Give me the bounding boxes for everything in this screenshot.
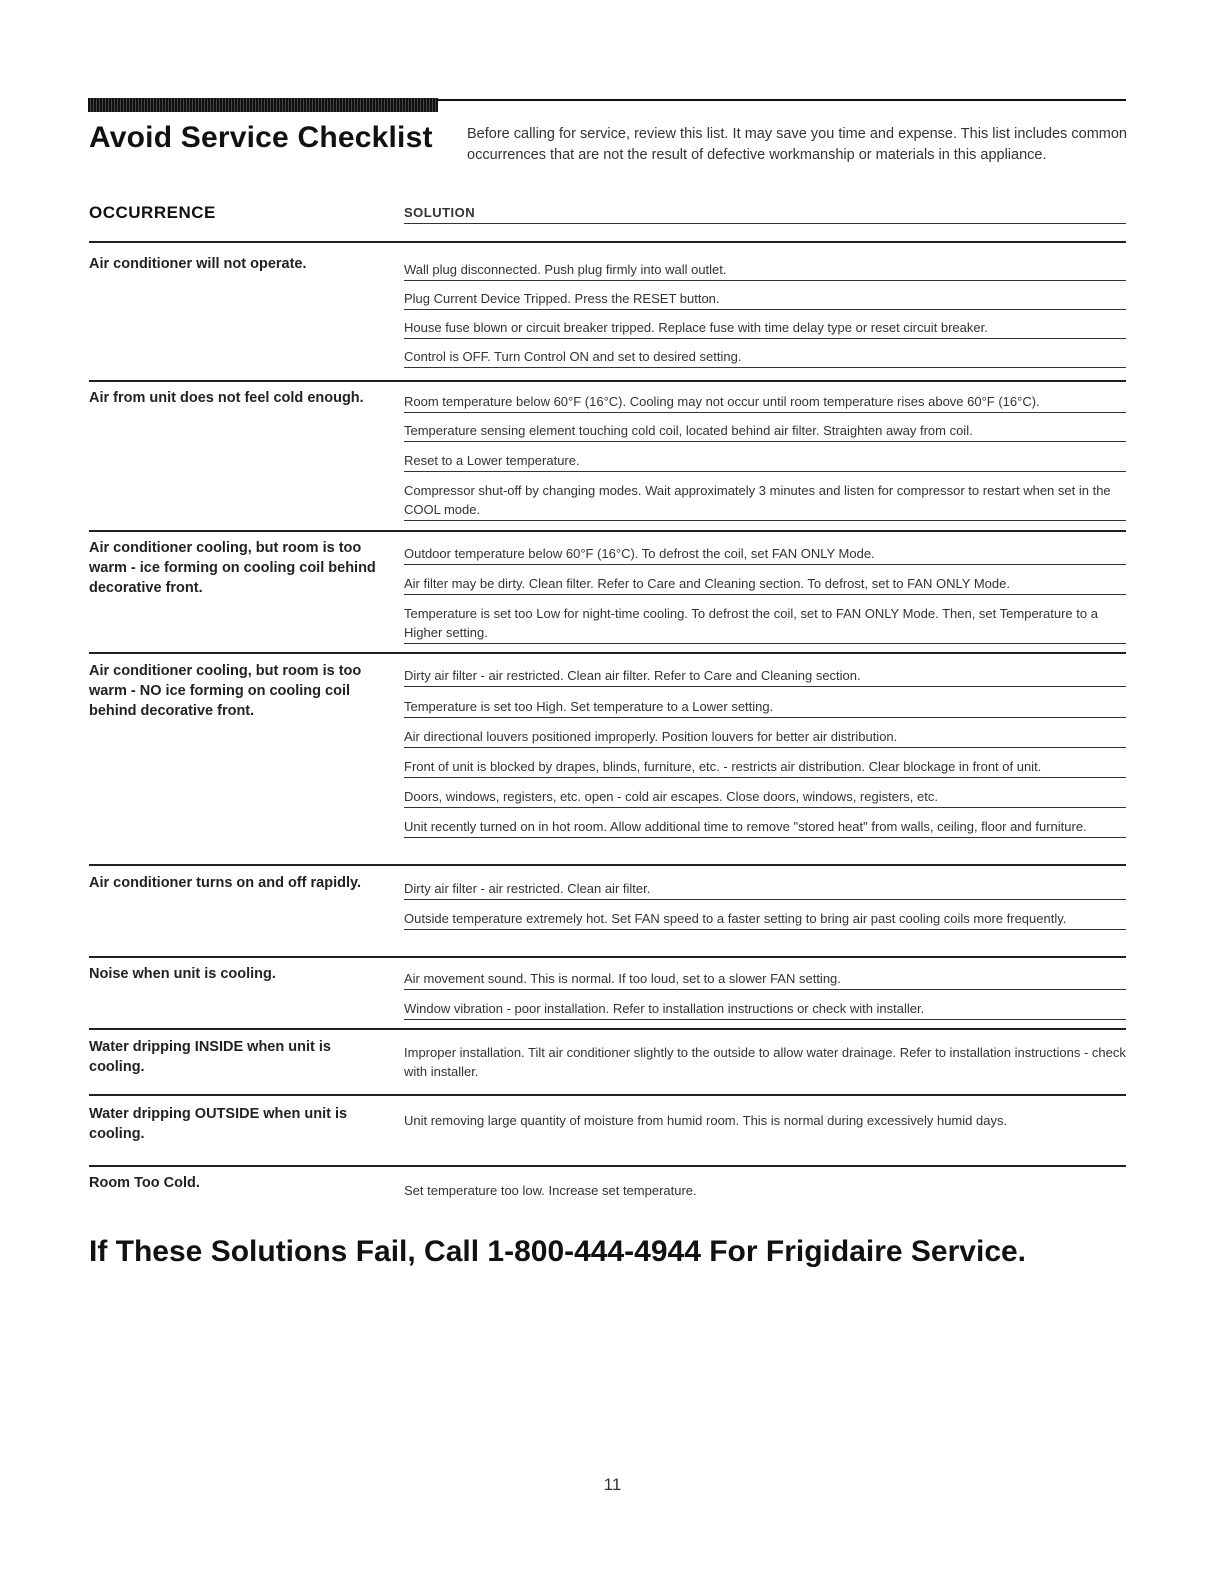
solution-item: Dirty air filter - air restricted. Clean air filter. [404,879,1126,900]
page-number: 11 [603,1475,622,1494]
section-divider [89,380,1126,382]
occurrence-item: Water dripping OUTSIDE when unit is cooling. [89,1106,348,1142]
solution-item: Doors, windows, registers, etc. open - cold air escapes. Close doors, windows, registers, etc. [404,787,1126,808]
solution-item: Reset to a Lower temperature. [404,451,1126,472]
solution-item: Window vibration - poor installation. Refer to installation instructions or check with installer. [404,999,1126,1020]
solution-item: House fuse blown or circuit breaker tripped. Replace fuse with time delay type or reset circuit breaker. [404,318,1126,339]
solution-item: Control is OFF. Turn Control ON and set to desired setting. [404,347,1126,368]
section-divider [89,1094,1126,1096]
solution-item: Air directional louvers positioned improperly. Position louvers for better air distribution. [404,727,1126,748]
occurrence-item: Air conditioner cooling, but room is too warm - ice forming on cooling coil behind decorative front. [89,540,376,596]
solution-item: Air movement sound. This is normal. If too loud, set to a slower FAN setting. [404,969,1126,990]
solution-item: Set temperature too low. Increase set temperature. [404,1183,697,1198]
solution-item: Unit removing large quantity of moisture from humid room. This is normal during excessively humid days. [404,1113,1008,1128]
occurrence-item: Air conditioner will not operate. [89,256,307,272]
solution-item: Temperature is set too High. Set temperature to a Lower setting. [404,697,1126,718]
column-header-occurrence: OCCURRENCE [89,203,216,222]
occurrence-item: Room Too Cold. [89,1175,200,1191]
section-divider [89,1028,1126,1030]
header-rule [438,99,1126,101]
solution-item: Improper installation. Tilt air conditioner slightly to the outside to allow water drainage. Refer to installation instructions - check with installer. [404,1045,1126,1079]
intro-paragraph: Before calling for service, review this list. It may save you time and expense. This list includes common occurrences that are not the result of defective workmanship or materials in this appliance. [467,126,1127,163]
section-divider [89,1165,1126,1167]
solution-item: Room temperature below 60°F (16°C). Cooling may not occur until room temperature rises above 60°F (16°C). [404,392,1126,413]
solution-item: Temperature is set too Low for night-time cooling. To defrost the coil, set to FAN ONLY Mode. Then, set Temperature to a Higher setting. [404,604,1126,644]
section-divider [89,652,1126,654]
occurrence-item: Air conditioner cooling, but room is too warm - NO ice forming on cooling coil behind decorative front. [89,663,362,719]
header-decorative-bar [88,98,438,112]
occurrence-item: Noise when unit is cooling. [89,966,276,982]
solution-item: Outdoor temperature below 60°F (16°C). To defrost the coil, set FAN ONLY Mode. [404,544,1126,565]
solution-item: Plug Current Device Tripped. Press the RESET button. [404,289,1126,310]
column-header-solution: SOLUTION [404,203,1126,224]
solution-item: Outside temperature extremely hot. Set FAN speed to a faster setting to bring air past cooling coils more frequently. [404,909,1126,930]
solution-item: Front of unit is blocked by drapes, blinds, furniture, etc. - restricts air distribution. Clear blockage in front of unit. [404,757,1126,778]
section-divider [89,241,1126,243]
service-call-footer: If These Solutions Fail, Call 1-800-444-4944 For Frigidaire Service. [89,1235,1027,1268]
solution-item: Dirty air filter - air restricted. Clean air filter. Refer to Care and Cleaning section. [404,666,1126,687]
section-divider [89,864,1126,866]
solution-item: Temperature sensing element touching cold coil, located behind air filter. Straighten away from coil. [404,421,1126,442]
solution-item: Wall plug disconnected. Push plug firmly into wall outlet. [404,260,1126,281]
occurrence-item: Air conditioner turns on and off rapidly. [89,875,362,891]
section-divider [89,956,1126,958]
solution-item: Unit recently turned on in hot room. Allow additional time to remove "stored heat" from walls, ceiling, floor and furniture. [404,817,1126,838]
section-divider [89,530,1126,532]
occurrence-item: Water dripping INSIDE when unit is cooling. [89,1039,331,1075]
solution-item: Air filter may be dirty. Clean filter. Refer to Care and Cleaning section. To defrost, set to FAN ONLY Mode. [404,574,1126,595]
occurrence-item: Air from unit does not feel cold enough. [89,390,364,406]
solution-item: Compressor shut-off by changing modes. Wait approximately 3 minutes and listen for compressor to restart when set in the COOL mode. [404,481,1126,521]
page-title: Avoid Service Checklist [89,121,433,154]
